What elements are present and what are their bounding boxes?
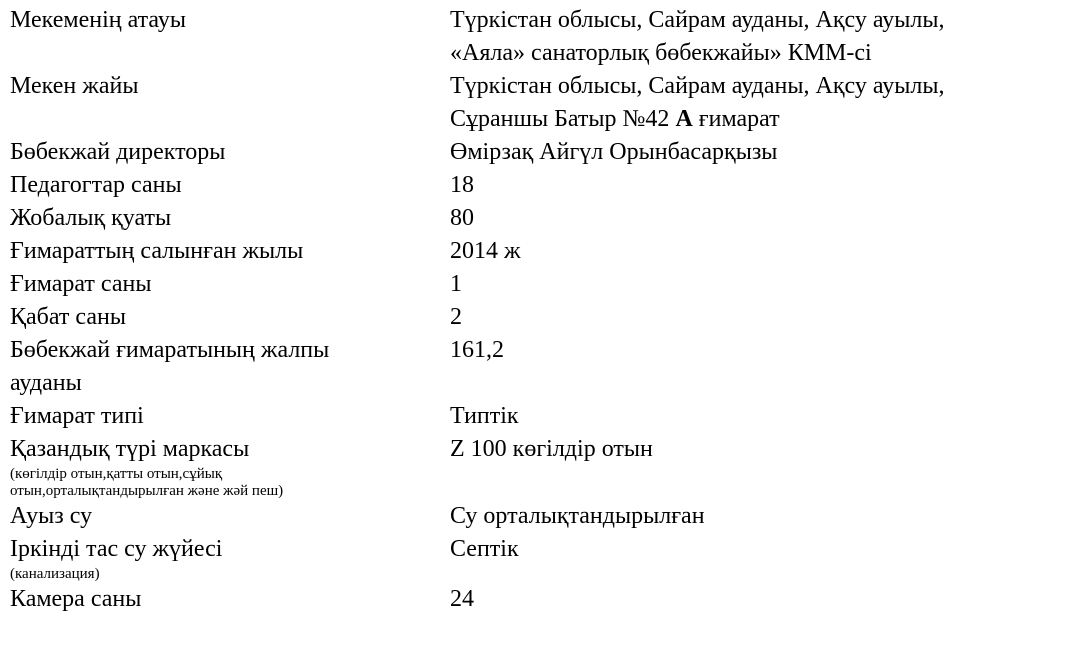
table-row	[10, 136, 1072, 169]
label-note: (канализация)	[10, 566, 100, 582]
row-value: 2014 ж	[450, 238, 521, 264]
table-row	[10, 334, 1072, 400]
value-line: «Аяла» санаторлық бөбекжайы» КММ-сі	[450, 40, 872, 66]
value-line	[450, 103, 1072, 136]
value-text-bold: А	[675, 106, 693, 132]
row-value: Өмірзақ Айгүл Орынбасарқызы	[450, 139, 778, 165]
row-value: Су орталықтандырылған	[450, 503, 705, 529]
value-line: Түркістан облысы, Сайрам ауданы, Ақсу ауылы,	[450, 73, 945, 99]
row-label: Педагогтар саны	[10, 172, 182, 198]
table-row	[10, 500, 1072, 533]
row-label: Қабат саны	[10, 304, 126, 330]
table-row	[10, 268, 1072, 301]
row-label: Ауыз су	[10, 503, 93, 529]
label-line: ауданы	[10, 370, 82, 396]
value-line: Түркістан облысы, Сайрам ауданы, Ақсу ауылы,	[450, 7, 945, 33]
value-text: ғимарат	[692, 106, 780, 132]
label-line: Қазандық түрі маркасы	[10, 436, 250, 462]
table-row	[10, 169, 1072, 202]
label-note: отын,орталықтандырылған және жәй пеш)	[10, 483, 284, 499]
row-label	[10, 433, 450, 500]
row-value: Z 100 көгілдір отын	[450, 436, 653, 462]
value-text: Сұраншы Батыр №42	[450, 106, 676, 132]
institution-info-table	[10, 4, 1072, 616]
table-row	[10, 583, 1072, 616]
row-label: Мекеменің атауы	[10, 7, 186, 33]
row-value: 18	[450, 172, 474, 198]
row-value: 161,2	[450, 337, 504, 363]
table-row	[10, 235, 1072, 268]
label-note: (көгілдір отын,қатты отын,сұйық	[10, 466, 223, 482]
row-label: Жобалық қуаты	[10, 205, 172, 231]
table-row	[10, 301, 1072, 334]
label-line: Іркінді тас су жүйесі	[10, 536, 223, 562]
row-value: Септік	[450, 536, 519, 562]
row-value: 2	[450, 304, 462, 330]
row-label	[10, 533, 450, 583]
row-value: 24	[450, 586, 474, 612]
label-line: Бөбекжай ғимаратының жалпы	[10, 337, 330, 363]
row-value: 80	[450, 205, 474, 231]
row-label: Ғимарат саны	[10, 271, 152, 297]
row-label: Ғимарат типі	[10, 403, 144, 429]
table-row	[10, 70, 1072, 136]
row-label: Камера саны	[10, 586, 142, 612]
table-row	[10, 533, 1072, 583]
row-value	[450, 70, 1072, 136]
row-value: 1	[450, 271, 462, 297]
table-row	[10, 433, 1072, 500]
row-label: Ғимараттың салынған жылы	[10, 238, 304, 264]
row-value	[450, 4, 1072, 70]
row-label: Мекен жайы	[10, 73, 139, 99]
row-label	[10, 334, 450, 400]
table-row	[10, 202, 1072, 235]
row-value: Типтік	[450, 403, 519, 429]
table-row	[10, 400, 1072, 433]
row-label: Бөбекжай директоры	[10, 139, 226, 165]
table-row	[10, 4, 1072, 70]
